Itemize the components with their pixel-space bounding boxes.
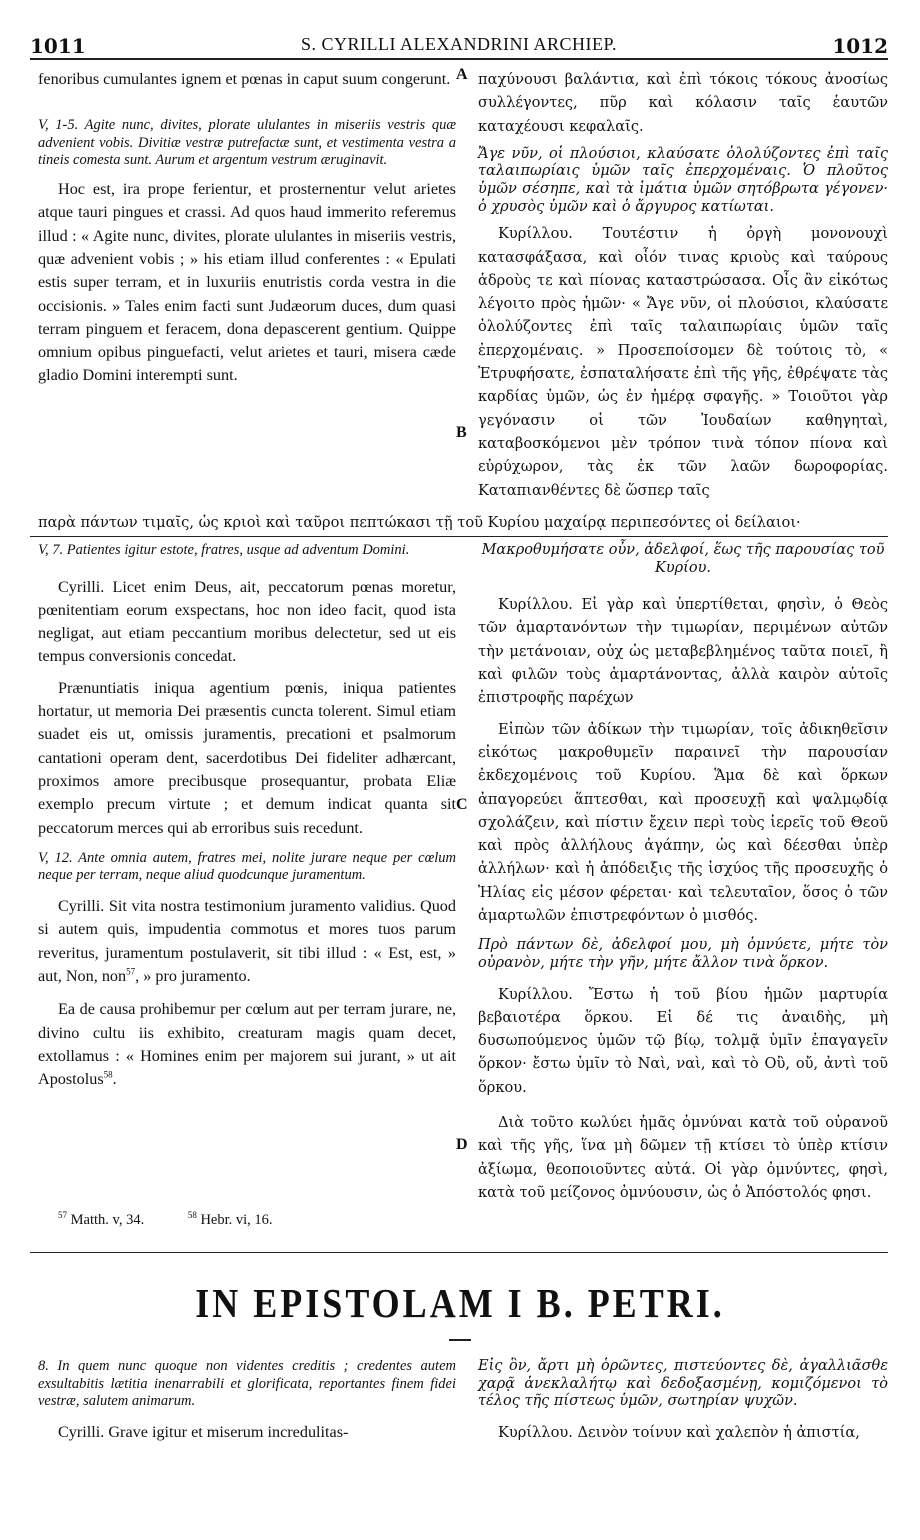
latin-cyrilli-3: Cyrilli. Grave igitur et miserum incredulitas- — [58, 1422, 349, 1441]
column-marker-b: B — [456, 424, 467, 441]
greek-column-petri — [478, 1358, 888, 1444]
column-marker-d: D — [456, 1136, 468, 1153]
footnote-57-number: 57 — [58, 1210, 67, 1221]
latin-cyrilli-2-text: Cyrilli. Sit vita nostra testimonium juramento validius. Quod si autem quis, impudentia commotus et mores tuos parum reveritus, juramentum postulaverit, sit tibi illud : « Est, est, » aut, Non, non — [38, 897, 456, 985]
header-rule — [30, 58, 888, 60]
latin-column-top — [38, 68, 456, 388]
latin-ea-de-causa — [38, 998, 456, 1091]
greek-column-bottom — [478, 542, 888, 1204]
latin-column-bottom — [38, 542, 456, 1091]
latin-verse-12: V, 12. Ante omnia autem, fratres mei, nolite jurare neque per cœlum neque per terram, neque aliud quodcunque juramentum. — [38, 849, 456, 884]
column-marker-c: C — [456, 796, 468, 813]
greek-verse-1-5: Ἄγε νῦν, οἱ πλούσιοι, κλαύσατε ὀλολύζοντες ἐπὶ ταῖς ταλαιπωρίαις ὑμῶν ταῖς ἐπερχομέναις. Ὁ πλοῦτος ὑμῶν σέσηπε, καὶ τὰ ἱμάτια ὑμῶν σητόβρωτα γέγονεν· ὁ χρυσὸς ὑμῶν καὶ ὁ ἄργυρος κατίωται. — [478, 145, 888, 215]
latin-summary: Prænuntiatis iniqua agentium pœnis, iniqua patientes hortatur, ut memoria Dei præsentis cuncta tolerent. Simul etiam suadet eis ut, omissis juramentis, precationi et psalmorum cantationi operam dent, sacerdotibus Dei fideliter adhærcant, proximos amore precibusque prosequantur, probata Eliæ exemplo precum virtute ; et demum indicat quanta sit peccatorum merces qui ab erroribus suis recedunt. — [38, 678, 456, 837]
latin-verse-8: 8. In quem nunc quoque non videntes creditis ; credentes autem exsultabitis lætitia inenarrabili et glorificata, reportantes finem fidei vestræ, salutem animarum. — [38, 1358, 456, 1410]
greek-cyrilli-2: Κυρίλλου. Ἔστω ἡ τοῦ βίου ἡμῶν μαρτυρία βεβαιοτέρα ὅρκου. Εἰ δέ τις ἀναιδὴς, μὴ δυσωπούμενος ὑμῶν τῷ βίῳ, τολμᾷ ὑμῖν ἐπαγαγεῖν ὅρκον· ἔστω ὑμῖν τὸ Ναὶ, ναὶ, καὶ τὸ Οὒ, οὔ, ἀντὶ τοῦ ὅρκου. — [478, 985, 888, 1096]
latin-paragraph: fenoribus cumulantes ignem et pœnas in caput suum congerunt. — [38, 70, 451, 88]
footnote-58-number: 58 — [187, 1210, 197, 1221]
greek-dia-touto: Διὰ τοῦτο κωλύει ἡμᾶς ὀμνύναι κατὰ τοῦ οὐρανοῦ καὶ τῆς γῆς, ἵνα μὴ δῶμεν τῇ κτίσει τὸ ὑπὲρ κτίσιν ἀξίωμα, θεοποιοῦντες αὐτά. Οἱ γὰρ ὀμνύντες, φησὶ, κατὰ τοῦ μείζονος ὀμνύουσιν, ὡς ὁ Ἀπόστολός φησι. — [478, 1114, 888, 1201]
greek-cyrilli-1: Κυρίλλου. Εἰ γὰρ καὶ ὑπερτίθεται, φησὶν, ὁ Θεὸς τῶν ἁμαρτανόντων τὴν τιμωρίαν, περιμένων αὐτῶν τὴν μετάνοιαν, οὐχ ὡς μεταβεβλημένος ταῦτα ποιεῖ, ἢ καὶ φιλῶν τοὺς ἁμαρτάνοντας, ἀλλὰ καιρὸν αὐτοῖς ἐπιστροφῆς παρέχων — [478, 596, 888, 707]
page-number-left: 1011 — [30, 34, 86, 58]
greek-column-top — [478, 68, 888, 502]
latin-ea-de-causa-end: . — [112, 1070, 117, 1089]
footnote-ref-57: 57 — [126, 966, 136, 977]
page-number-right: 1012 — [832, 34, 888, 58]
latin-verse-1-5: V, 1-5. Agite nunc, divites, plorate ululantes in miseriis vestris quæ advenient vobis. Divitiæ vestræ putrefactæ sunt, et vestimenta vestra a tineis comesta sunt. Aurum et argentum vestrum æruginavit. — [38, 117, 456, 169]
footnote-58 — [188, 1212, 273, 1228]
latin-cyrilli-1: Cyrilli. Licet enim Deus, ait, peccatorum pœnas moretur, pœnitentiam eorum exspectans, hoc non ideo facit, quod ista negligat, aut etiam peccantium moribus delectetur, sed ut eis tempus conversionis concedat. — [38, 577, 456, 666]
running-header — [30, 24, 888, 58]
greek-verse-8: Εἰς ὃν, ἄρτι μὴ ὁρῶντες, πιστεύοντες δὲ, ἀγαλλιᾶσθε χαρᾷ ἀνεκλαλήτῳ καὶ δεδοξασμένῃ, κομιζόμενοι τὸ τέλος τῆς πίστεως ὑμῶν, σωτηρίαν ψυχῶν. — [478, 1358, 888, 1410]
footnote-rule — [30, 1252, 888, 1253]
greek-paragraph: παχύνουσι βαλάντια, καὶ ἐπὶ τόκοις τόκους ἀνοσίως συλλέγοντες, πῦρ καὶ κόλασιν ταῖς ἑαυτῶν καταχέουσι κεφαλαῖς. — [478, 71, 888, 135]
greek-verse-12: Πρὸ πάντων δὲ, ἀδελφοί μου, μὴ ὀμνύετε, μήτε τὸν οὐρανὸν, μήτε τὴν γῆν, μήτε ἄλλον τινὰ ὅρκον. — [478, 937, 888, 971]
footnote-57 — [58, 1212, 144, 1228]
running-title: S. CYRILLI ALEXANDRINI ARCHIEP. — [300, 34, 617, 54]
latin-verse-7: V, 7. Patientes igitur estote, fratres, usque ad adventum Domini. — [38, 542, 410, 558]
latin-cyrilli-2 — [38, 895, 456, 988]
footnote-ref-58: 58 — [103, 1069, 113, 1080]
footnote-58-text: Hebr. vi, 16. — [200, 1212, 273, 1228]
latin-commentary: Hoc est, ira prope ferientur, et prosternentur velut arietes atque tauri pingues et crassi. Ad quos haud immerito referemus illud : « Agite nunc, divites, plorate ululantes in miseriis vestris, quæ advenient vobis ; » his etiam illud conferentes : « Epulati estis super terram, et in luxuriis enutristis corda vestra in die occisionis. » Tales enim facti sunt Judæorum duces, dum quasi terram pinguem et feracem, dona depascerent gentium. Quippe omnium opibus pinguefacti, velut arietes et tauri, misera cæde gladio Domini interempti sunt. — [38, 180, 456, 385]
greek-summary: Εἰπὼν τῶν ἀδίκων τὴν τιμωρίαν, τοῖς ἀδικηθεῖσιν εἰκότως μακροθυμεῖν παραινεῖ τὴν παρουσίαν ἐκδεχομένοις τοῦ Κυρίου. Ἅμα δὲ καὶ ὅρκων ἀπαγορεύει ἅπτεσθαι, καὶ προσευχῇ καὶ ψαλμῳδίᾳ σχολάζειν, καὶ πίστιν ἔχειν περὶ τοὺς ἱερεῖς τοῦ Θεοῦ καὶ πρὸς ἀλλήλους ἀγάπην, ὡς καὶ δέεσθαι ὑπὲρ ἀλλήλων· καὶ ἡ ἀπόδειξις τῆς ἰσχύος τῆς προσευχῆς ὁ Ἡλίας εἰς μέσον φέρεται· καὶ τελευταῖον, ὅσος ὁ τῶν ἁμαρτωλῶν ἐπιστρεφόντων ὁ μισθός. — [478, 720, 888, 925]
latin-ea-de-causa-text: Ea de causa prohibemur per cœlum aut per terram jurare, ne, divino cultu iis exhibito, creaturam magis quam decet, extollamus : « Homines enim per majorem sui jurant, » ut ait Apostolus — [38, 1000, 456, 1089]
greek-cyrilli-3: Κυρίλλου. Δεινὸν τοίνυν καὶ χαλεπὸν ἡ ἀπιστία, — [498, 1423, 860, 1441]
column-marker-a: A — [456, 66, 468, 83]
latin-cyrilli-2-end: , » pro juramento. — [135, 966, 251, 985]
greek-verse-7: Μακροθυμήσατε οὖν, ἀδελφοί, ἕως τῆς παρουσίας τοῦ Κυρίου. — [481, 542, 885, 576]
latin-column-petri — [38, 1358, 456, 1444]
footnotes — [58, 1212, 273, 1229]
greek-spanning-line: παρὰ πάντων τιμαῖς, ὡς κριοὶ καὶ ταῦροι πεπτώκασι τῇ τοῦ Κυρίου μαχαίρᾳ περιπεσόντες οἱ δείλαιοι· — [38, 514, 801, 531]
section-title: IN EPISTOLAM I B. PETRI. — [195, 1280, 725, 1326]
footnote-57-text: Matth. v, 34. — [70, 1212, 145, 1228]
greek-commentary: Κυρίλλου. Τουτέστιν ἡ ὀργὴ μονονουχὶ κατασφάξασα, καὶ οἷόν τινας κριοὺς καὶ ταύρους ἁδροὺς τε καὶ πίονας καταστρώσασα. Οἷς ἂν εἰκότως λέγοιτο πρὸς ἡμῶν· « Ἄγε νῦν, οἱ πλούσιοι, κλαύσατε ὀλολύζοντες ἐπὶ ταῖς ταλαιπωρίαις ὑμῶν ταῖς ἐπερχομέναις. » Προσεποίσομεν δὲ τούτοις τὸ, « Ἐτρυφήσατε, ἐσπαταλήσατε ἐπὶ τῆς γῆς, ἐθρέψατε τὰς καρδίας ὑμῶν, ὡς ἐν ἡμέρᾳ σφαγῆς. » Τοιοῦτοι γὰρ γεγόνασιν οἱ τῶν Ἰουδαίων καθηγηταὶ, καταβοσκόμενοι μὲν τρόπον τινὰ τόπον πίονα καὶ εὐρύχωρον, τὰς ἐκ τῶν λαῶν δωροφορίας. Καταπιανθέντες δὲ ὥσπερ ταῖς — [478, 225, 888, 499]
column-divider-rule — [30, 536, 888, 537]
section-dash — [449, 1339, 471, 1341]
